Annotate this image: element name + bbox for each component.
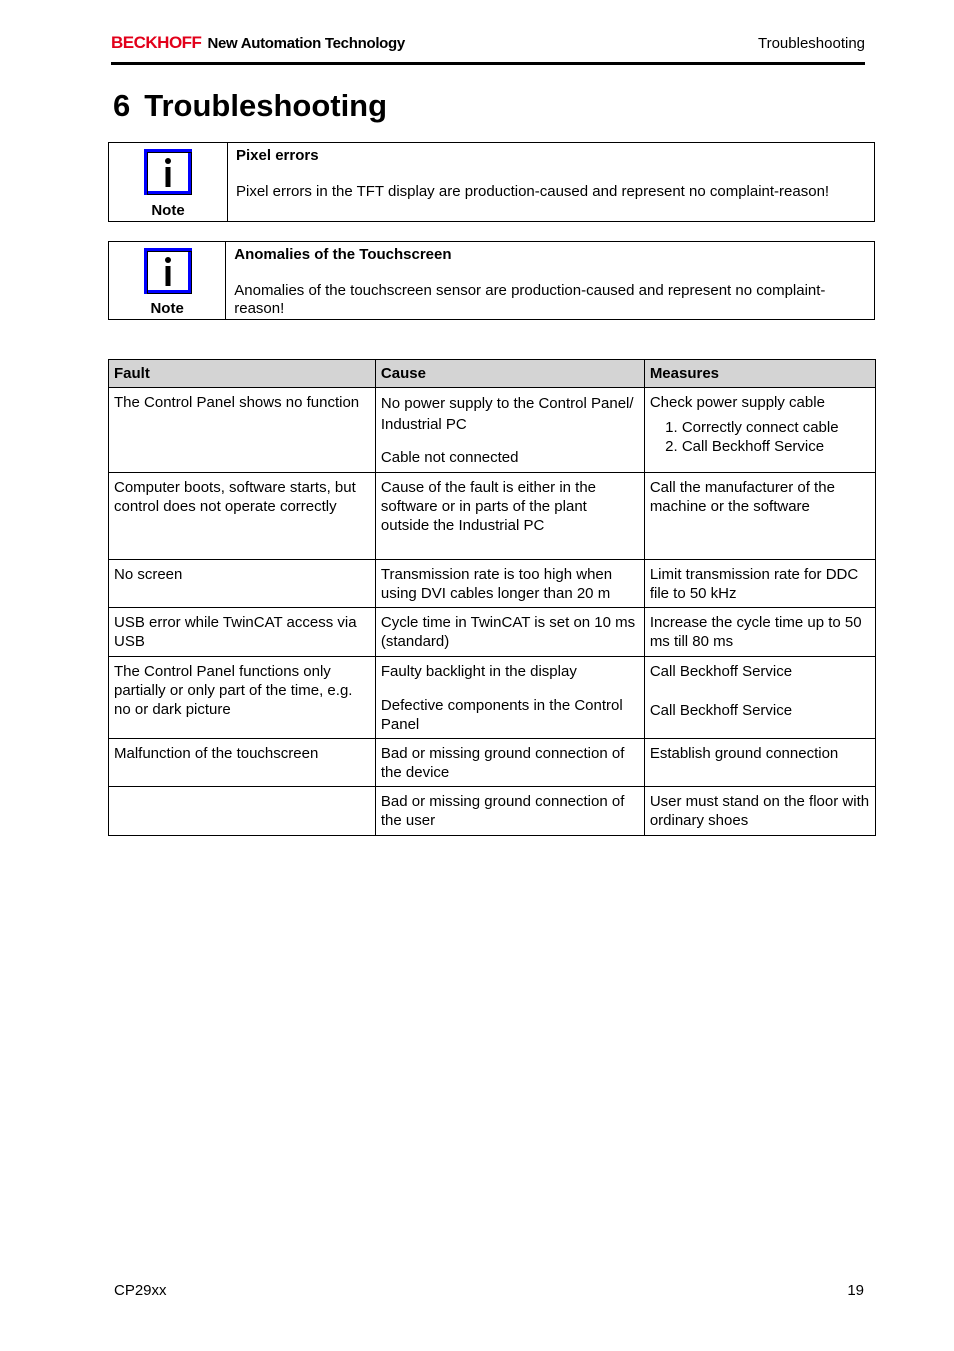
brand-tagline: New Automation Technology xyxy=(207,35,405,52)
footer-document-name: CP29xx xyxy=(114,1282,167,1299)
fault-text: Computer boots, software starts, but control does not operate correctly xyxy=(114,479,356,515)
fault-cell xyxy=(109,739,376,787)
cause-text: Transmission rate is too high when using DVI cables longer than 20 m xyxy=(380,566,613,602)
cause-text: Cable not connected xyxy=(380,449,519,466)
chapter-number: 6 xyxy=(113,88,131,123)
note-text: Anomalies of the touchscreen sensor are production-caused and represent no complaint-reason! xyxy=(234,282,826,317)
note-heading: Anomalies of the Touchscreen xyxy=(234,246,452,263)
cause-text: Bad or missing ground connection of the user xyxy=(380,793,625,829)
cause-cell xyxy=(375,473,644,560)
note-content xyxy=(228,143,837,221)
column-header-cause: Cause xyxy=(375,360,644,388)
header-section-title: Troubleshooting xyxy=(757,35,865,52)
table-row xyxy=(109,560,876,608)
table-row xyxy=(109,608,876,657)
cause-cell xyxy=(375,787,644,836)
measure-steps-list xyxy=(650,418,870,456)
measure-text: User must stand on the floor with ordinary shoes xyxy=(649,793,870,829)
cause-cell xyxy=(375,608,644,657)
cause-text: Bad or missing ground connection of the device xyxy=(380,745,625,781)
fault-text: Malfunction of the touchscreen xyxy=(114,745,319,762)
note-heading: Pixel errors xyxy=(236,147,319,164)
column-header-measures: Measures xyxy=(644,360,875,388)
fault-cell xyxy=(109,560,376,608)
fault-cell xyxy=(109,388,376,473)
brand-logo xyxy=(111,33,405,53)
info-icon xyxy=(144,248,192,294)
fault-text: No screen xyxy=(114,566,183,583)
cause-text: Defective components in the Control Panel xyxy=(380,697,623,733)
measure-text: Limit transmission rate for DDC file to 50 kHz xyxy=(649,566,859,602)
note-icon-cell xyxy=(109,242,226,319)
measure-text: Increase the cycle time up to 50 ms till 80 ms xyxy=(649,614,862,650)
fault-cell xyxy=(109,787,376,836)
measure-text: Establish ground connection xyxy=(649,745,839,762)
measure-cell xyxy=(644,657,875,739)
note-label: Note xyxy=(151,202,185,219)
troubleshooting-table xyxy=(108,359,876,836)
fault-text: The Control Panel functions only partially or only part of the time, e.g. no or dark picture xyxy=(114,663,353,718)
measure-text: Call Beckhoff Service xyxy=(649,663,793,680)
cause-text: Cycle time in TwinCAT is set on 10 ms (standard) xyxy=(380,614,636,650)
brand-name: BECKHOFF xyxy=(111,33,202,52)
note-icon-cell xyxy=(109,143,228,221)
fault-cell xyxy=(109,608,376,657)
measure-cell xyxy=(644,473,875,560)
fault-text: The Control Panel shows no function xyxy=(114,394,360,411)
table-row xyxy=(109,388,876,473)
measure-cell xyxy=(644,608,875,657)
measure-cell xyxy=(644,388,875,473)
fault-cell xyxy=(109,473,376,560)
chapter-title xyxy=(113,88,387,124)
measure-cell xyxy=(644,787,875,836)
measure-cell xyxy=(644,739,875,787)
measure-text: Call Beckhoff Service xyxy=(649,702,793,719)
cause-cell xyxy=(375,657,644,739)
measure-cell xyxy=(644,560,875,608)
table-row xyxy=(109,473,876,560)
table-header-row xyxy=(109,360,876,388)
fault-text: USB error while TwinCAT access via USB xyxy=(114,614,357,650)
measure-text: Check power supply cable xyxy=(649,394,825,411)
note-box-touchscreen xyxy=(108,241,875,320)
note-label: Note xyxy=(150,300,184,317)
list-item: 2. Call Beckhoff Service xyxy=(682,437,870,456)
info-icon xyxy=(144,149,192,195)
cause-text: Cause of the fault is either in the software or in parts of the plant outside the Industrial PC xyxy=(380,479,597,534)
column-header-fault: Fault xyxy=(109,360,376,388)
footer-page-number: 19 xyxy=(847,1282,864,1299)
cause-text: Faulty backlight in the display xyxy=(380,663,577,680)
list-item: 1. Correctly connect cable xyxy=(682,418,870,437)
table-row xyxy=(109,739,876,787)
table-row xyxy=(109,787,876,836)
cause-cell xyxy=(375,388,644,473)
chapter-title-text: Troubleshooting xyxy=(144,88,388,123)
note-box-pixel-errors xyxy=(108,142,875,222)
cause-cell xyxy=(375,560,644,608)
note-text: Pixel errors in the TFT display are production-caused and represent no complaint-reason! xyxy=(236,183,830,200)
measure-text: Call the manufacturer of the machine or the software xyxy=(649,479,835,515)
note-content xyxy=(226,242,874,319)
cause-cell xyxy=(375,739,644,787)
cause-text: No power supply to the Control Panel/ Industrial PC xyxy=(380,395,634,433)
fault-cell xyxy=(109,657,376,739)
page-header xyxy=(111,28,865,65)
table-row xyxy=(109,657,876,739)
